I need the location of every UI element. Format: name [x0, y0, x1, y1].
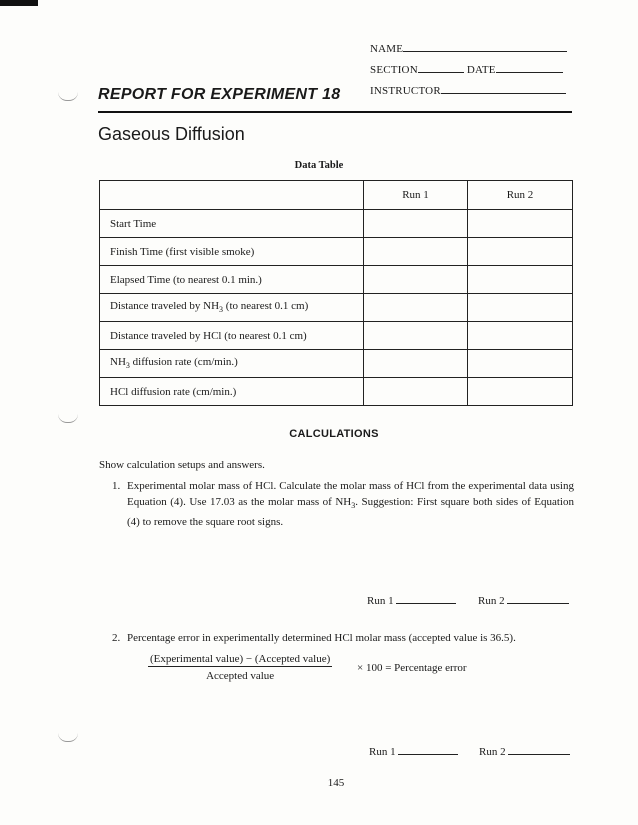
section-label: SECTION	[370, 64, 418, 76]
run2-column-header: Run 2	[468, 181, 573, 210]
table-row	[100, 266, 573, 294]
title-rule	[98, 111, 572, 113]
run2-entry-cell[interactable]	[468, 322, 573, 350]
report-title: REPORT FOR EXPERIMENT 18	[98, 86, 341, 103]
date-blank[interactable]	[496, 62, 563, 73]
run1-label: Run 1	[369, 746, 396, 758]
run1-answer-blank[interactable]	[398, 744, 458, 755]
run2-entry-cell[interactable]	[468, 210, 573, 238]
item1-run2-answer	[478, 593, 569, 609]
table-row	[100, 294, 573, 322]
run1-entry-cell[interactable]	[364, 238, 468, 266]
item2-text: Percentage error in experimentally determined HCl molar mass (accepted value is 36.5).	[127, 632, 516, 644]
run2-entry-cell[interactable]	[468, 350, 573, 378]
name-label: NAME	[370, 43, 404, 55]
row-label: $NH_3$ diffusion rate (cm/min.)	[100, 350, 364, 378]
percent-error-formula	[148, 653, 332, 682]
item2-number: 2.	[112, 632, 121, 644]
row-label: Finish Time (first visible smoke)	[100, 238, 364, 266]
instructor-field	[370, 83, 566, 97]
binder-hole-mark	[58, 414, 78, 423]
table-row	[100, 238, 573, 266]
experiment-subtitle: Gaseous Diffusion	[98, 124, 245, 144]
table-body	[100, 210, 573, 406]
section-date-field	[370, 62, 563, 76]
instructor-blank[interactable]	[441, 83, 566, 94]
row-label: Elapsed Time (to nearest 0.1 min.)	[100, 266, 364, 294]
run1-entry-cell[interactable]	[364, 210, 468, 238]
row-label: Start Time	[100, 210, 364, 238]
formula-denominator: Accepted value	[206, 670, 275, 682]
name-field	[370, 41, 567, 55]
page-number: 145	[327, 777, 345, 789]
item1-text: Experimental molar mass of HCl. Calculate the molar mass of HCl from the experimental data using Equation (4). Use 17.03 as the molar mass of $NH_3$. Suggestion: First square both sides of Equation (4) to remove the square root signs.	[127, 480, 574, 529]
item1-number: 1.	[112, 480, 121, 492]
table-row	[100, 322, 573, 350]
run1-label: Run 1	[367, 595, 394, 607]
section-blank[interactable]	[418, 62, 464, 73]
item2-run1-answer	[369, 744, 458, 760]
table-corner-cell	[100, 181, 364, 210]
run1-entry-cell[interactable]	[364, 266, 468, 294]
row-label: Distance traveled by HCl (to nearest 0.1 cm)	[100, 322, 364, 350]
item1-run1-answer	[367, 593, 456, 609]
table-header-row	[100, 181, 573, 210]
table-row	[100, 210, 573, 238]
binder-hole-mark	[58, 733, 78, 742]
calculations-heading: CALCULATIONS	[289, 428, 379, 440]
name-blank[interactable]	[403, 41, 567, 52]
run2-answer-blank[interactable]	[507, 593, 569, 604]
table-row	[100, 378, 573, 406]
binder-hole-mark	[58, 92, 78, 101]
row-label: HCl diffusion rate (cm/min.)	[100, 378, 364, 406]
run2-entry-cell[interactable]	[468, 238, 573, 266]
run2-entry-cell[interactable]	[468, 294, 573, 322]
run1-entry-cell[interactable]	[364, 350, 468, 378]
run1-entry-cell[interactable]	[364, 322, 468, 350]
run1-entry-cell[interactable]	[364, 378, 468, 406]
run1-column-header: Run 1	[364, 181, 468, 210]
row-label: Distance traveled by $NH_3$ (to nearest 0.1 cm)	[100, 294, 364, 322]
formula-result: × 100 = Percentage error	[357, 662, 467, 674]
run2-answer-blank[interactable]	[508, 744, 570, 755]
calculations-instructions: Show calculation setups and answers.	[99, 459, 265, 471]
data-table	[99, 180, 573, 406]
instructor-label: INSTRUCTOR	[370, 85, 441, 97]
corner-mark	[0, 0, 38, 6]
run2-label: Run 2	[478, 595, 505, 607]
table-row	[100, 350, 573, 378]
run2-label: Run 2	[479, 746, 506, 758]
formula-numerator: (Experimental value) − (Accepted value)	[150, 653, 331, 665]
run2-entry-cell[interactable]	[468, 266, 573, 294]
run2-entry-cell[interactable]	[468, 378, 573, 406]
date-label: DATE	[466, 64, 496, 76]
item2-run2-answer	[479, 744, 570, 760]
run1-entry-cell[interactable]	[364, 294, 468, 322]
run1-answer-blank[interactable]	[396, 593, 456, 604]
data-table-title: Data Table	[294, 160, 344, 171]
